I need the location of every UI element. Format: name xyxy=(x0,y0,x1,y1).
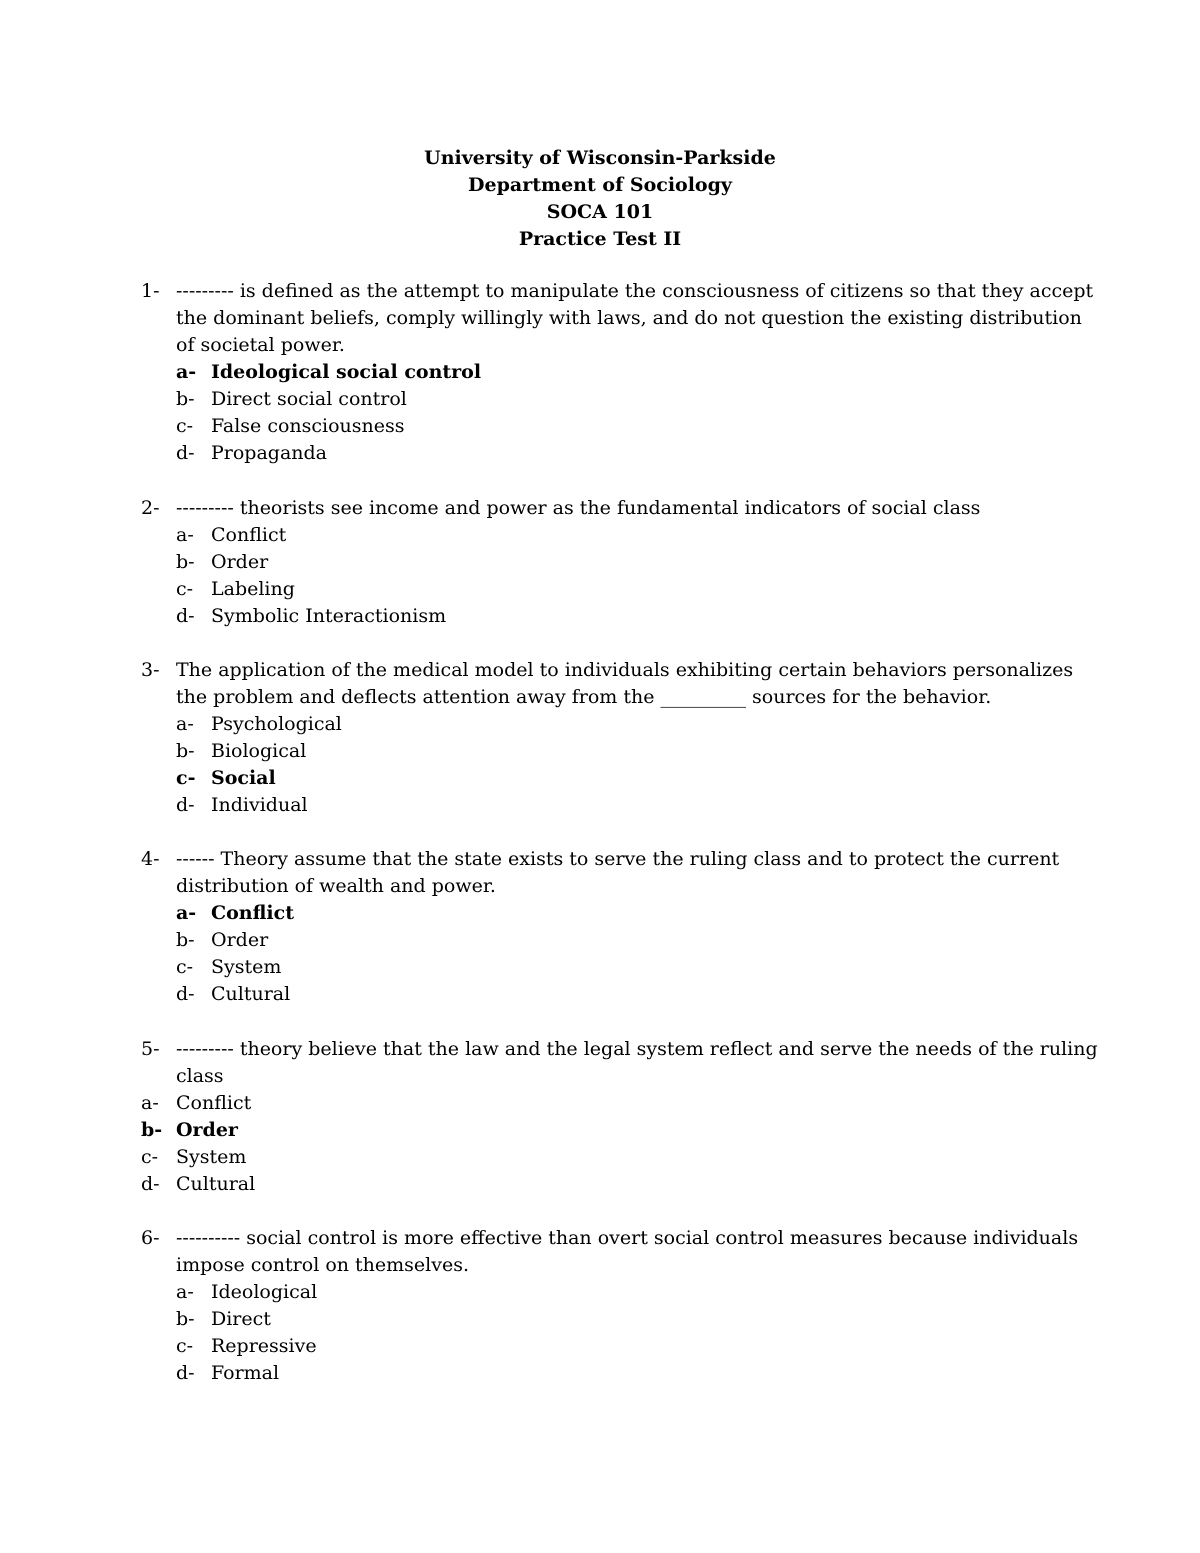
option-letter: d- xyxy=(176,442,195,464)
question-4 xyxy=(141,846,1101,1008)
question-number: 4- xyxy=(141,848,160,870)
option-text: Order xyxy=(211,929,269,951)
question-text: --------- is defined as the attempt to manipulate the consciousness of citizens so that they accept the dominant beliefs, comply willingly with laws, and do not question the existing distribution of societal power. xyxy=(176,280,1094,356)
option-letter: c- xyxy=(141,1146,159,1168)
option-c xyxy=(141,1333,1101,1360)
question-text: The application of the medical model to individuals exhibiting certain behaviors personalizes the problem and deflects attention away from the _________ sources for the behavior. xyxy=(176,659,1074,708)
option-c xyxy=(141,954,1101,981)
question-number: 5- xyxy=(141,1038,160,1060)
option-text: Formal xyxy=(211,1362,280,1384)
option-letter: a- xyxy=(141,1092,159,1114)
option-text: Direct xyxy=(211,1308,271,1330)
option-text: Ideological social control xyxy=(211,361,482,383)
option-text: Psychological xyxy=(211,713,342,735)
option-letter: c- xyxy=(176,767,196,789)
option-text: Biological xyxy=(211,740,307,762)
option-text: Labeling xyxy=(211,578,295,600)
course-code: SOCA 101 xyxy=(546,201,654,223)
question-stem xyxy=(141,1036,1101,1090)
question-number: 6- xyxy=(141,1227,160,1249)
question-text: ---------- social control is more effective than overt social control measures because individuals impose control on themselves. xyxy=(176,1227,1079,1276)
option-text: Conflict xyxy=(211,902,294,924)
option-text: Conflict xyxy=(211,524,287,546)
question-stem xyxy=(141,846,1101,900)
document-header xyxy=(0,145,1200,253)
option-letter: b- xyxy=(176,740,195,762)
department-name: Department of Sociology xyxy=(468,174,732,196)
question-stem xyxy=(141,1225,1101,1279)
option-c xyxy=(141,576,1101,603)
option-letter: d- xyxy=(141,1173,160,1195)
question-stem xyxy=(141,657,1101,711)
option-text: Order xyxy=(211,551,269,573)
question-text: --------- theorists see income and power as the fundamental indicators of social class xyxy=(176,497,981,519)
question-number: 1- xyxy=(141,280,160,302)
option-text: Symbolic Interactionism xyxy=(211,605,447,627)
university-name: University of Wisconsin-Parkside xyxy=(424,147,776,169)
option-text: Individual xyxy=(211,794,308,816)
option-a xyxy=(141,359,1101,386)
option-letter: a- xyxy=(176,1281,194,1303)
option-text: Conflict xyxy=(176,1092,252,1114)
option-letter: b- xyxy=(176,551,195,573)
option-b xyxy=(141,386,1101,413)
option-text: Ideological xyxy=(211,1281,318,1303)
option-text: Direct social control xyxy=(211,388,407,410)
option-letter: d- xyxy=(176,794,195,816)
option-letter: d- xyxy=(176,605,195,627)
option-letter: a- xyxy=(176,524,194,546)
question-number: 2- xyxy=(141,497,160,519)
option-letter: a- xyxy=(176,902,197,924)
option-text: System xyxy=(176,1146,247,1168)
option-letter: c- xyxy=(176,956,194,978)
option-text: Cultural xyxy=(211,983,291,1005)
option-c xyxy=(141,413,1101,440)
option-letter: b- xyxy=(176,1308,195,1330)
question-number: 3- xyxy=(141,659,160,681)
option-text: Propaganda xyxy=(211,442,328,464)
option-a xyxy=(141,1090,1101,1117)
option-letter: c- xyxy=(176,578,194,600)
option-letter: d- xyxy=(176,1362,195,1384)
question-5 xyxy=(141,1036,1101,1198)
option-a xyxy=(141,711,1101,738)
question-stem xyxy=(141,495,1101,522)
option-b xyxy=(141,927,1101,954)
option-b xyxy=(141,1117,1101,1144)
question-6 xyxy=(141,1225,1101,1387)
option-letter: b- xyxy=(141,1119,163,1141)
option-a xyxy=(141,900,1101,927)
test-title: Practice Test II xyxy=(518,228,682,250)
option-letter: a- xyxy=(176,361,197,383)
option-d xyxy=(141,440,1101,467)
option-a xyxy=(141,1279,1101,1306)
option-b xyxy=(141,738,1101,765)
question-text: ------ Theory assume that the state exists to serve the ruling class and to protect the current distribution of wealth and power. xyxy=(176,848,1060,897)
option-d xyxy=(141,792,1101,819)
question-1 xyxy=(141,278,1101,467)
option-text: Social xyxy=(211,767,276,789)
option-letter: d- xyxy=(176,983,195,1005)
option-a xyxy=(141,522,1101,549)
option-b xyxy=(141,1306,1101,1333)
option-letter: b- xyxy=(176,388,195,410)
option-c xyxy=(141,1144,1101,1171)
question-text: --------- theory believe that the law and the legal system reflect and serve the needs of the ruling class xyxy=(176,1038,1098,1087)
option-letter: b- xyxy=(176,929,195,951)
option-b xyxy=(141,549,1101,576)
option-d xyxy=(141,1171,1101,1198)
question-3 xyxy=(141,657,1101,819)
option-d xyxy=(141,603,1101,630)
option-d xyxy=(141,981,1101,1008)
question-stem xyxy=(141,278,1101,359)
option-text: False consciousness xyxy=(211,415,405,437)
option-text: Order xyxy=(176,1119,238,1141)
option-letter: c- xyxy=(176,415,194,437)
option-text: Cultural xyxy=(176,1173,256,1195)
option-text: System xyxy=(211,956,282,978)
option-letter: a- xyxy=(176,713,194,735)
option-text: Repressive xyxy=(211,1335,317,1357)
option-d xyxy=(141,1360,1101,1387)
option-c xyxy=(141,765,1101,792)
question-2 xyxy=(141,495,1101,630)
option-letter: c- xyxy=(176,1335,194,1357)
